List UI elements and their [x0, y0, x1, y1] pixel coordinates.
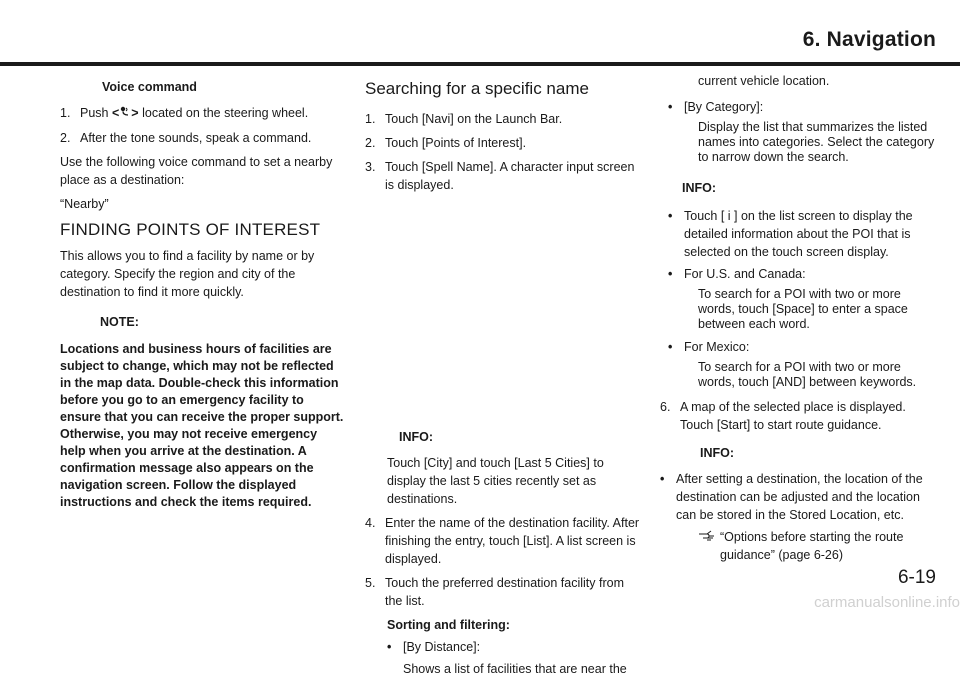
figure-space	[365, 200, 640, 422]
paragraph: This allows you to find a facility by name or by category. Specify the region and city of the destination to find it more quickly.	[60, 249, 315, 299]
step-text: A map of the selected place is displayed. Touch [Start] to start route guidance.	[680, 400, 906, 432]
column-3	[660, 72, 940, 564]
info-bullet-1	[660, 207, 940, 261]
step-number: 2.	[365, 136, 376, 150]
info-bullet-3	[660, 338, 940, 356]
search-step-6	[660, 398, 940, 434]
step-text: Touch [Navi] on the Launch Bar.	[385, 112, 563, 126]
bullet-title: For U.S. and Canada:	[684, 267, 806, 281]
bullet-mark: •	[668, 100, 673, 114]
step-number: 4.	[365, 516, 376, 530]
section-heading: FINDING POINTS OF INTEREST	[60, 220, 321, 239]
talk-button-icon	[119, 105, 131, 123]
step-number: 5.	[365, 576, 376, 590]
info-bullet-2	[660, 265, 940, 283]
bullet-title: [By Distance]:	[403, 640, 481, 654]
bullet-text: To search for a POI with two or more words, touch [AND] between keywords.	[698, 360, 917, 389]
voice-quote: “Nearby”	[60, 197, 109, 211]
step-number: 3.	[365, 160, 376, 174]
header-rule	[0, 62, 960, 66]
info-text: Touch [City] and touch [Last 5 Cities] to display the last 5 cities recently set as destinations.	[387, 456, 604, 506]
step-number: 1.	[60, 106, 71, 120]
step-text: Touch [Points of Interest].	[385, 136, 527, 150]
sorting-label: Sorting and filtering:	[387, 618, 510, 632]
bullet-text: To search for a POI with two or more words, touch [Space] to enter a space between each word.	[698, 287, 908, 331]
step-number: 1.	[365, 112, 376, 126]
step-text: Push < > located on the steering wheel.	[80, 104, 346, 123]
section-heading: Searching for a specific name	[365, 79, 589, 98]
paragraph: Use the following voice command to set a nearby place as a destination:	[60, 155, 333, 187]
step-text: Touch [Spell Name]. A character input screen is displayed.	[385, 160, 635, 192]
info-label: INFO:	[399, 430, 434, 444]
bullet-mark: •	[668, 340, 673, 354]
column-2	[365, 72, 640, 684]
voice-step-1	[60, 104, 346, 123]
step-text-a: Push	[80, 106, 109, 120]
search-step-4	[365, 514, 640, 568]
page-number: 6-19	[897, 567, 936, 588]
bullet-title: For Mexico:	[684, 340, 750, 354]
bullet-mark: •	[660, 472, 665, 486]
bullet-text: Touch [ i ] on the list screen to display the detailed information about the POI that is selected on the touch screen display.	[684, 209, 913, 259]
search-step-3	[365, 158, 640, 194]
chapter-title: 6. Navigation	[802, 28, 936, 51]
note-label: NOTE:	[100, 315, 139, 329]
column-1	[60, 72, 346, 511]
info-label: INFO:	[682, 181, 717, 195]
voice-command-label: Voice command	[102, 80, 197, 94]
bullet-mark: •	[668, 267, 673, 281]
cross-reference[interactable]	[698, 528, 940, 564]
step-text-b: located on the steering wheel.	[142, 106, 309, 120]
info-label: INFO:	[700, 446, 735, 460]
step-text: After the tone sounds, speak a command.	[80, 131, 312, 145]
search-step-5	[365, 574, 640, 610]
search-step-1	[365, 110, 640, 128]
bullet-mark: •	[668, 209, 673, 223]
step-number: 6.	[660, 400, 671, 414]
voice-step-2	[60, 129, 346, 147]
step-text: Touch the preferred destination facility from the list.	[385, 576, 625, 608]
reference-text[interactable]: “Options before starting the route guidance” (page 6-26)	[720, 530, 904, 562]
warning-text: Locations and business hours of facilities are subject to change, which may not be reflected in the map data. Double-check this information before you go to an emergency facility to ensure that you can receive the proper support. Otherwise, you may not receive emergency help when you arrive at the destination. A confirmation message also appears on the navigation screen. Follow the displayed instructions and check the items required.	[60, 342, 344, 509]
reference-hand-icon	[698, 528, 720, 564]
step-number: 2.	[60, 131, 71, 145]
search-step-2	[365, 134, 640, 152]
bullet-title: [By Category]:	[684, 100, 764, 114]
info2-bullet-1	[660, 470, 940, 524]
bullet-text: Display the list that summarizes the listed names into categories. Select the category to narrow down the search.	[698, 120, 935, 164]
step-text: Enter the name of the destination facility. After finishing the entry, touch [List]. A list screen is displayed.	[385, 516, 640, 566]
bullet-by-distance	[365, 638, 640, 656]
bullet-mark: •	[387, 640, 392, 654]
continued-text: current vehicle location.	[698, 74, 830, 88]
watermark: carmanualsonline.info	[814, 594, 960, 611]
bullet-text: Shows a list of facilities that are near the	[403, 662, 627, 676]
bullet-by-category	[660, 98, 940, 116]
bullet-text: After setting a destination, the location of the destination can be adjusted and the location can be stored in the Stored Location, etc.	[676, 472, 923, 522]
